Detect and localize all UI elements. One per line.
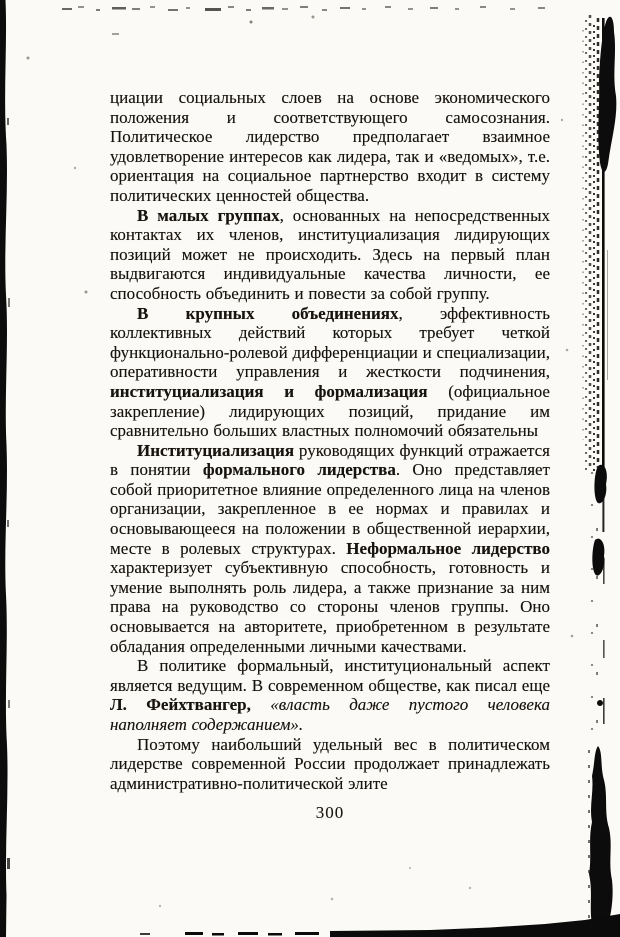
text-run-bold: Институциализация [137,440,295,460]
text-run: характеризует субъективную способность, готовность и умение выполнять роль лидера, а также признание за ним права на руководство со стороны членов группы. Оно основывается на авторитете, приобретенном в результате обладания определенными личными качествами. [110,558,550,656]
text-run-bold: В крупных объединениях [137,303,399,323]
top-edge-scan-noise [62,6,545,11]
text-run: (официальное закрепление) лидирующих позиций, придание им сравнительно больших властных полномочий обязательны [110,381,550,441]
text-run: В политике формальный, институциональный аспект является ведущим. В современном обществе, как писал еще [110,656,550,695]
text-run: Поэтому наибольший удельный вес в политическом лидерстве современной России продолжает принадлежать административно-политической элите [110,734,550,793]
bottom-edge-scan-band [140,914,620,937]
text-run-bold: институциализация и формализация [110,381,428,401]
text-run: , основанных на непосредственных контактах их членов, институциализация лидирующих позиций может не происходить. Здесь на первый план выдвигаются индивидуальные качества личности, ее способность объединить и повести за собой группу. [110,205,550,303]
text-run: , эффективность коллективных действий которых требует четкой функционально-ролевой дифференциации и специализации, оперативности управления и жесткости подчинения, [110,303,550,382]
text-run-bold: В малых группах [137,205,280,225]
text-run-bold: Л. Фейхтвангер, [110,695,251,715]
text-run-italic: «власть даже пустого человека наполняет содержанием». [110,695,550,734]
text-run: циации социальных слоев на основе экономического положения и соответствующего самосознания. Политическое лидерство предполагает взаимное удовлетворение интересов как лидера, так и «ведомых», т.е. ориентация на социальное партнерство входит в систему политических ценностей общества. [110,88,550,205]
text-run-bold: формального лидерства [202,460,396,480]
right-edge-scan-band [589,17,616,934]
text-run: руководящих функций отражается в понятии [110,440,550,480]
text-run: . Оно представляет собой приоритетное влияние определенного лица на членов организации, закрепленное в ее нормах и правилах и основывающееся на положении в общественной иерархии, месте в ролевых структурах. [110,460,550,558]
page-number: 300 [315,803,345,823]
text-run-bold: Неформальное лидерство [346,538,550,558]
page-noise-specks [27,16,574,908]
left-edge-scan-band [0,0,10,937]
